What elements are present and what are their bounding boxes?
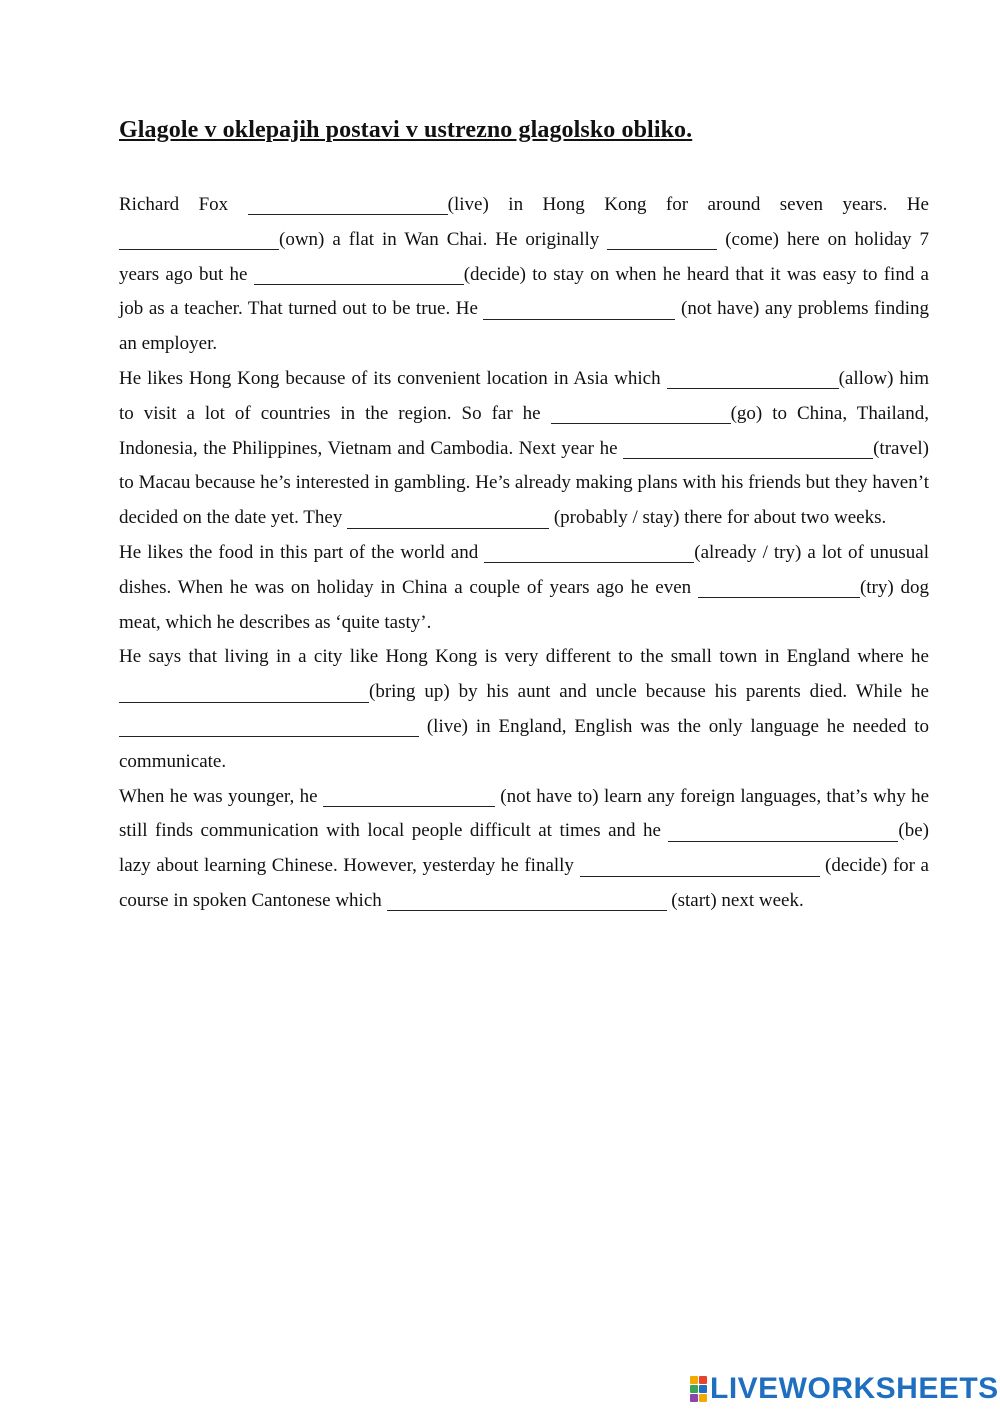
logo-square bbox=[690, 1385, 698, 1393]
paragraph bbox=[119, 362, 929, 536]
answer-blank-11[interactable] bbox=[698, 579, 860, 598]
answer-blank-16[interactable] bbox=[580, 858, 820, 877]
paragraph bbox=[119, 640, 929, 779]
answer-blank-5[interactable] bbox=[483, 301, 675, 320]
answer-blank-15[interactable] bbox=[668, 823, 898, 842]
text-segment: (already / try) a lot of unusual dishes. When he was on holiday in China a couple of years ago he even bbox=[119, 541, 929, 598]
logo-square bbox=[690, 1376, 698, 1384]
answer-blank-3[interactable] bbox=[607, 231, 717, 250]
text-segment: He says that living in a city like Hong Kong is very different to the small town in England where he bbox=[119, 646, 929, 668]
answer-blank-4[interactable] bbox=[254, 266, 464, 285]
text-segment: (travel) to Macau because he’s interested in gambling. He’s already making plans with his friends but they haven’t decided on the date yet. They bbox=[119, 437, 929, 529]
logo-mark-icon bbox=[690, 1376, 707, 1402]
answer-blank-9[interactable] bbox=[347, 510, 549, 529]
logo-square bbox=[699, 1376, 707, 1384]
paragraph bbox=[119, 780, 929, 919]
text-segment: (decide) to stay on when he heard that it was easy to find a job as a teacher. That turned out to be true. He bbox=[119, 263, 929, 320]
answer-blank-13[interactable] bbox=[119, 718, 419, 737]
text-segment: (live) in Hong Kong for around seven years. He bbox=[447, 194, 929, 215]
worksheet-title: Glagole v oklepajih postavi v ustrezno glagolsko obliko. bbox=[119, 117, 693, 143]
answer-blank-2[interactable] bbox=[119, 231, 279, 250]
text-segment: (allow) him to visit a lot of countries in the region. So far he bbox=[119, 367, 929, 424]
text-segment: He likes the food in this part of the world and bbox=[119, 541, 485, 563]
text-segment: (try) dog meat, which he describes as ‘quite tasty’. bbox=[119, 576, 930, 633]
text-segment: (start) next week. bbox=[666, 889, 804, 911]
answer-blank-12[interactable] bbox=[119, 684, 369, 703]
text-segment: (decide) for a course in spoken Cantonese which bbox=[119, 855, 929, 911]
answer-blank-17[interactable] bbox=[387, 892, 667, 911]
text-segment: When he was younger, he bbox=[119, 785, 323, 807]
answer-blank-8[interactable] bbox=[623, 440, 873, 459]
logo-square bbox=[699, 1385, 707, 1393]
liveworksheets-logo bbox=[690, 1373, 999, 1405]
text-segment: (probably / stay) there for about two weeks. bbox=[549, 507, 887, 529]
text-segment: (go) to China, Thailand, Indonesia, the Philippines, Vietnam and Cambodia. Next year he bbox=[119, 402, 929, 459]
answer-blank-10[interactable] bbox=[484, 544, 694, 563]
logo-square bbox=[699, 1394, 707, 1402]
answer-blank-14[interactable] bbox=[323, 788, 495, 807]
text-segment: Richard Fox bbox=[119, 194, 248, 215]
logo-square bbox=[690, 1394, 698, 1402]
text-segment: (come) here on holiday 7 years ago but he bbox=[119, 228, 930, 285]
exercise-text bbox=[119, 188, 929, 919]
answer-blank-6[interactable] bbox=[667, 370, 839, 389]
paragraph bbox=[119, 188, 929, 362]
answer-blank-7[interactable] bbox=[551, 405, 731, 424]
text-segment: (own) a flat in Wan Chai. He originally bbox=[279, 228, 608, 250]
text-segment: (not have) any problems finding an employer. bbox=[119, 298, 929, 355]
worksheet-page bbox=[119, 117, 929, 919]
text-segment: He likes Hong Kong because of its convenient location in Asia which bbox=[119, 367, 667, 389]
paragraph bbox=[119, 536, 929, 640]
text-segment: (not have to) learn any foreign languages, that’s why he still finds communication with local people difficult at times and he bbox=[119, 785, 929, 842]
logo-text: LIVEWORKSHEETS bbox=[710, 1372, 999, 1405]
text-segment: (be) lazy about learning Chinese. However, yesterday he finally bbox=[119, 820, 929, 877]
answer-blank-1[interactable] bbox=[248, 196, 448, 215]
text-segment: (live) in England, English was the only language he needed to communicate. bbox=[119, 715, 929, 772]
text-segment: (bring up) by his aunt and uncle because his parents died. While he bbox=[369, 681, 929, 703]
